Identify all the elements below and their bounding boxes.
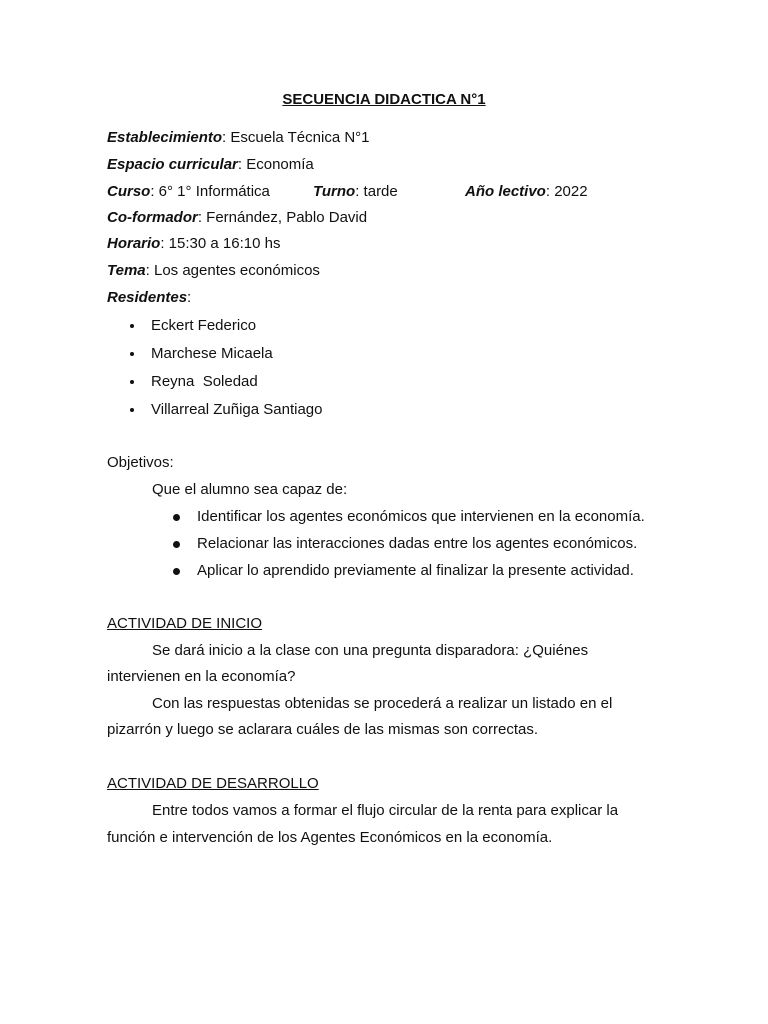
field-value: : Fernández, Pablo David — [197, 209, 368, 226]
list-item: Reyna Soledad — [130, 373, 258, 391]
field-tema — [107, 262, 320, 280]
field-key: Tema — [107, 262, 146, 279]
document-title: SECUENCIA DIDACTICA N°1 — [282, 91, 486, 108]
field-value: : Los agentes económicos — [145, 262, 320, 279]
objetivos-heading: Objetivos: — [107, 454, 174, 471]
desarrollo-paragraph-line-2: función e intervención de los Agentes Económicos en la economía. — [107, 829, 553, 846]
field-coformador — [107, 209, 367, 227]
field-horario — [107, 235, 280, 253]
field-key: Año lectivo — [465, 183, 546, 200]
list-item: Identificar los agentes económicos que intervienen en la economía. — [173, 508, 645, 526]
list-item: Eckert Federico — [130, 317, 256, 335]
list-item: Villarreal Zuñiga Santiago — [130, 401, 323, 419]
desarrollo-heading: ACTIVIDAD DE DESARROLLO — [107, 775, 319, 792]
inicio-paragraph-1-line-2: intervienen en la economía? — [107, 668, 296, 685]
list-item: Relacionar las interacciones dadas entre los agentes económicos. — [173, 535, 637, 553]
bullet-icon — [130, 352, 134, 356]
objetivos-intro: Que el alumno sea capaz de: — [152, 481, 348, 498]
bullet-icon — [130, 408, 134, 412]
bullet-icon — [173, 568, 180, 575]
field-value: : 15:30 a 16:10 hs — [160, 235, 281, 252]
bullet-icon — [173, 541, 180, 548]
field-key: Establecimiento — [107, 129, 223, 146]
bullet-icon — [130, 380, 134, 384]
field-establecimiento — [107, 129, 370, 147]
field-key: Residentes — [107, 289, 188, 306]
field-key: Horario — [107, 235, 161, 252]
field-value: : Economía — [237, 156, 314, 173]
field-espacio-curricular — [107, 156, 314, 174]
field-key: Curso — [107, 183, 151, 200]
field-key: Turno — [313, 183, 356, 200]
list-item: Aplicar lo aprendido previamente al finalizar la presente actividad. — [173, 562, 634, 580]
field-value: : tarde — [355, 183, 398, 200]
inicio-heading: ACTIVIDAD DE INICIO — [107, 615, 263, 632]
field-value: : 6° 1° Informática — [150, 183, 270, 200]
field-curso — [107, 183, 270, 201]
field-key: Espacio curricular — [107, 156, 238, 173]
field-anio-lectivo — [465, 183, 588, 201]
field-turno — [313, 183, 398, 201]
field-key: Co-formador — [107, 209, 198, 226]
field-value: : — [187, 289, 192, 306]
inicio-paragraph-2-line-1: Con las respuestas obtenidas se procederá a realizar un listado en el — [152, 695, 613, 712]
field-residentes — [107, 289, 191, 307]
bullet-icon — [173, 514, 180, 521]
bullet-icon — [130, 324, 134, 328]
inicio-paragraph-1-line-1: Se dará inicio a la clase con una pregunta disparadora: ¿Quiénes — [152, 642, 589, 659]
inicio-paragraph-2-line-2: pizarrón y luego se aclarara cuáles de las mismas son correctas. — [107, 721, 539, 738]
field-value: : Escuela Técnica N°1 — [222, 129, 370, 146]
desarrollo-paragraph-line-1: Entre todos vamos a formar el flujo circular de la renta para explicar la — [152, 802, 619, 819]
list-item: Marchese Micaela — [130, 345, 273, 363]
field-value: : 2022 — [545, 183, 588, 200]
